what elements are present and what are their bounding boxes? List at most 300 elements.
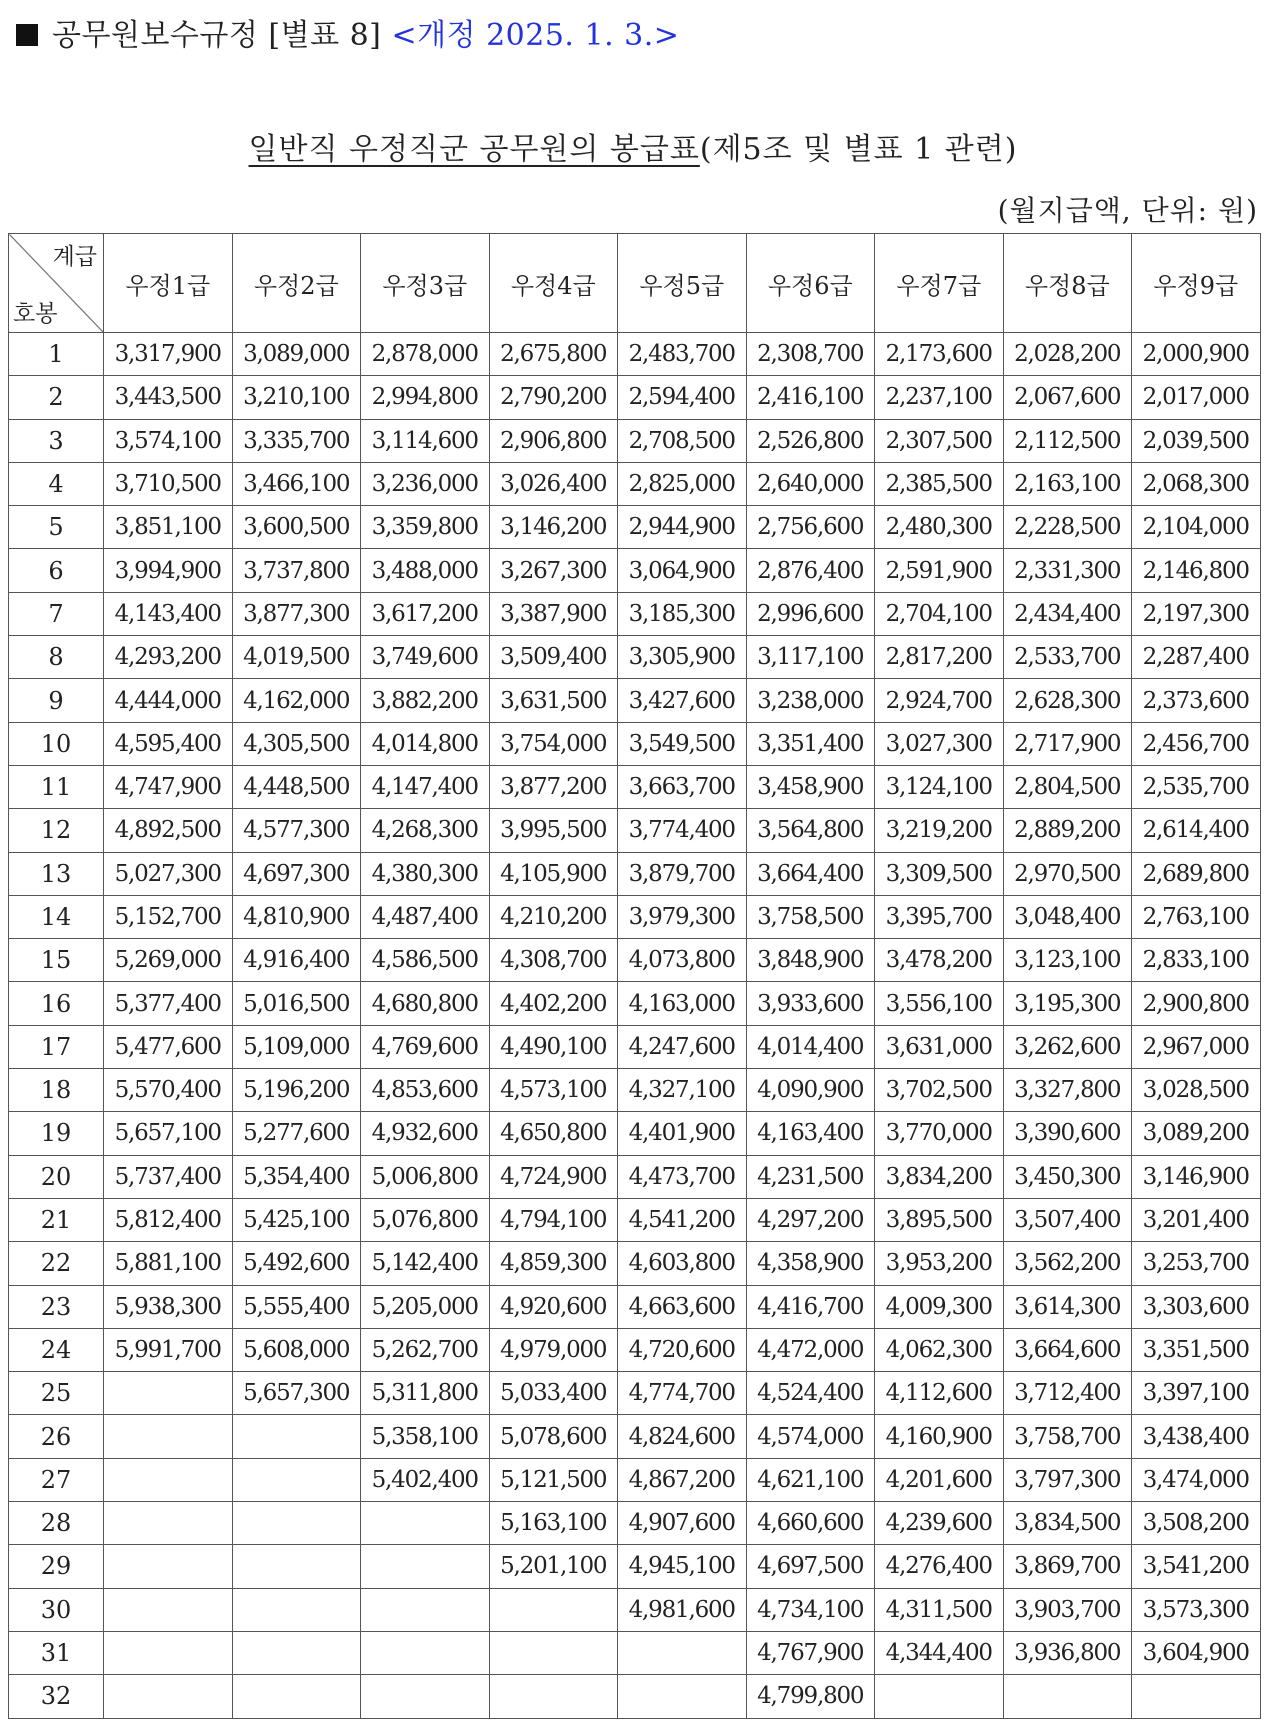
table-row bbox=[9, 765, 1261, 808]
salary-cell bbox=[232, 1588, 361, 1631]
salary-cell bbox=[104, 1588, 233, 1631]
salary-cell: 3,758,700 bbox=[1003, 1415, 1132, 1458]
salary-cell: 4,573,100 bbox=[489, 1069, 618, 1112]
step-number-cell: 19 bbox=[9, 1112, 104, 1155]
salary-cell bbox=[104, 1458, 233, 1501]
salary-cell: 3,933,600 bbox=[746, 982, 875, 1025]
salary-cell: 4,472,000 bbox=[746, 1328, 875, 1371]
salary-cell: 3,664,600 bbox=[1003, 1328, 1132, 1371]
salary-cell: 2,385,500 bbox=[875, 462, 1004, 505]
salary-cell: 4,932,600 bbox=[361, 1112, 490, 1155]
salary-cell: 5,477,600 bbox=[104, 1025, 233, 1068]
salary-cell: 3,754,000 bbox=[489, 722, 618, 765]
salary-cell: 5,657,100 bbox=[104, 1112, 233, 1155]
salary-cell: 2,804,500 bbox=[1003, 765, 1132, 808]
salary-cell: 4,163,000 bbox=[618, 982, 747, 1025]
salary-cell: 5,076,800 bbox=[361, 1198, 490, 1241]
salary-cell: 5,269,000 bbox=[104, 939, 233, 982]
salary-cell: 2,876,400 bbox=[746, 549, 875, 592]
salary-cell: 3,048,400 bbox=[1003, 895, 1132, 938]
salary-cell: 4,892,500 bbox=[104, 809, 233, 852]
salary-cell: 5,425,100 bbox=[232, 1198, 361, 1241]
salary-cell: 2,307,500 bbox=[875, 419, 1004, 462]
table-row bbox=[9, 1631, 1261, 1674]
salary-cell: 5,657,300 bbox=[232, 1372, 361, 1415]
salary-cell: 2,763,100 bbox=[1132, 895, 1261, 938]
salary-cell: 3,488,000 bbox=[361, 549, 490, 592]
salary-cell: 4,767,900 bbox=[746, 1631, 875, 1674]
salary-cell: 2,825,000 bbox=[618, 462, 747, 505]
salary-cell: 3,574,100 bbox=[104, 419, 233, 462]
table-row bbox=[9, 1112, 1261, 1155]
salary-table-body bbox=[9, 333, 1261, 1719]
salary-cell: 4,720,600 bbox=[618, 1328, 747, 1371]
table-row bbox=[9, 1025, 1261, 1068]
salary-cell: 3,458,900 bbox=[746, 765, 875, 808]
salary-cell: 2,535,700 bbox=[1132, 765, 1261, 808]
salary-cell: 3,903,700 bbox=[1003, 1588, 1132, 1631]
step-number-cell: 21 bbox=[9, 1198, 104, 1241]
salary-cell: 3,879,700 bbox=[618, 852, 747, 895]
salary-cell bbox=[618, 1631, 747, 1674]
salary-cell: 3,848,900 bbox=[746, 939, 875, 982]
step-number-cell: 6 bbox=[9, 549, 104, 592]
step-number-cell: 28 bbox=[9, 1502, 104, 1545]
salary-cell: 5,078,600 bbox=[489, 1415, 618, 1458]
salary-cell: 4,293,200 bbox=[104, 636, 233, 679]
table-title-suffix: (제5조 및 별표 1 관련) bbox=[699, 132, 1018, 167]
salary-cell: 3,146,200 bbox=[489, 506, 618, 549]
column-header-grade-3: 우정3급 bbox=[361, 234, 490, 333]
salary-cell bbox=[104, 1675, 233, 1718]
column-header-grade-9: 우정9급 bbox=[1132, 234, 1261, 333]
salary-cell: 4,490,100 bbox=[489, 1025, 618, 1068]
column-header-grade-2: 우정2급 bbox=[232, 234, 361, 333]
salary-cell: 4,945,100 bbox=[618, 1545, 747, 1588]
salary-cell: 2,416,100 bbox=[746, 376, 875, 419]
salary-cell: 5,163,100 bbox=[489, 1502, 618, 1545]
salary-cell: 3,869,700 bbox=[1003, 1545, 1132, 1588]
salary-cell: 4,297,200 bbox=[746, 1198, 875, 1241]
table-row bbox=[9, 419, 1261, 462]
salary-cell: 3,114,600 bbox=[361, 419, 490, 462]
salary-cell: 5,033,400 bbox=[489, 1372, 618, 1415]
salary-cell: 5,608,000 bbox=[232, 1328, 361, 1371]
salary-cell: 4,090,900 bbox=[746, 1069, 875, 1112]
salary-cell bbox=[489, 1588, 618, 1631]
salary-cell: 5,377,400 bbox=[104, 982, 233, 1025]
salary-cell: 3,305,900 bbox=[618, 636, 747, 679]
salary-cell: 4,981,600 bbox=[618, 1588, 747, 1631]
salary-cell: 4,799,800 bbox=[746, 1675, 875, 1718]
document-heading bbox=[16, 14, 679, 58]
salary-cell: 4,524,400 bbox=[746, 1372, 875, 1415]
column-header-grade-5: 우정5급 bbox=[618, 234, 747, 333]
salary-cell: 2,146,800 bbox=[1132, 549, 1261, 592]
salary-cell: 3,201,400 bbox=[1132, 1198, 1261, 1241]
salary-cell: 2,833,100 bbox=[1132, 939, 1261, 982]
salary-cell: 4,577,300 bbox=[232, 809, 361, 852]
salary-cell bbox=[104, 1415, 233, 1458]
salary-cell: 4,867,200 bbox=[618, 1458, 747, 1501]
salary-cell bbox=[361, 1588, 490, 1631]
salary-cell: 3,617,200 bbox=[361, 592, 490, 635]
salary-cell: 3,834,200 bbox=[875, 1155, 1004, 1198]
salary-cell: 4,916,400 bbox=[232, 939, 361, 982]
salary-cell: 2,717,900 bbox=[1003, 722, 1132, 765]
salary-cell: 2,039,500 bbox=[1132, 419, 1261, 462]
salary-cell: 5,006,800 bbox=[361, 1155, 490, 1198]
table-title bbox=[0, 128, 1266, 172]
step-number-cell: 4 bbox=[9, 462, 104, 505]
salary-cell: 3,210,100 bbox=[232, 376, 361, 419]
salary-cell: 5,311,800 bbox=[361, 1372, 490, 1415]
salary-cell: 5,881,100 bbox=[104, 1242, 233, 1285]
step-number-cell: 11 bbox=[9, 765, 104, 808]
salary-cell bbox=[618, 1675, 747, 1718]
unit-note: (월지급액, 단위: 원) bbox=[997, 194, 1258, 227]
salary-cell: 4,014,800 bbox=[361, 722, 490, 765]
salary-cell: 3,474,000 bbox=[1132, 1458, 1261, 1501]
salary-cell: 4,402,200 bbox=[489, 982, 618, 1025]
step-number-cell: 22 bbox=[9, 1242, 104, 1285]
salary-cell: 5,938,300 bbox=[104, 1285, 233, 1328]
salary-cell: 4,650,800 bbox=[489, 1112, 618, 1155]
salary-cell: 4,603,800 bbox=[618, 1242, 747, 1285]
salary-cell: 3,026,400 bbox=[489, 462, 618, 505]
salary-cell: 4,344,400 bbox=[875, 1631, 1004, 1674]
salary-cell: 2,197,300 bbox=[1132, 592, 1261, 635]
salary-cell: 2,640,000 bbox=[746, 462, 875, 505]
salary-cell: 4,311,500 bbox=[875, 1588, 1004, 1631]
column-header-grade-8: 우정8급 bbox=[1003, 234, 1132, 333]
salary-cell: 5,016,500 bbox=[232, 982, 361, 1025]
salary-cell: 4,769,600 bbox=[361, 1025, 490, 1068]
salary-cell: 3,749,600 bbox=[361, 636, 490, 679]
step-number-cell: 29 bbox=[9, 1545, 104, 1588]
salary-cell: 5,142,400 bbox=[361, 1242, 490, 1285]
salary-cell: 2,591,900 bbox=[875, 549, 1004, 592]
table-title-main: 일반직 우정직군 공무원의 봉급표 bbox=[248, 132, 700, 167]
salary-cell: 4,697,500 bbox=[746, 1545, 875, 1588]
salary-cell: 3,509,400 bbox=[489, 636, 618, 679]
salary-cell: 4,697,300 bbox=[232, 852, 361, 895]
salary-cell: 5,354,400 bbox=[232, 1155, 361, 1198]
salary-cell: 3,089,200 bbox=[1132, 1112, 1261, 1155]
salary-cell: 5,402,400 bbox=[361, 1458, 490, 1501]
salary-cell: 3,124,100 bbox=[875, 765, 1004, 808]
salary-cell: 5,358,100 bbox=[361, 1415, 490, 1458]
salary-cell: 3,631,000 bbox=[875, 1025, 1004, 1068]
salary-cell: 4,239,600 bbox=[875, 1502, 1004, 1545]
heading-text: 공무원보수규정 [별표 8] bbox=[52, 18, 382, 53]
salary-cell: 3,478,200 bbox=[875, 939, 1004, 982]
salary-cell: 2,308,700 bbox=[746, 333, 875, 376]
salary-cell bbox=[104, 1372, 233, 1415]
salary-cell: 2,373,600 bbox=[1132, 679, 1261, 722]
salary-cell: 3,663,700 bbox=[618, 765, 747, 808]
salary-cell: 4,112,600 bbox=[875, 1372, 1004, 1415]
salary-cell: 3,309,500 bbox=[875, 852, 1004, 895]
step-number-cell: 30 bbox=[9, 1588, 104, 1631]
salary-cell: 3,508,200 bbox=[1132, 1502, 1261, 1545]
salary-cell: 4,163,400 bbox=[746, 1112, 875, 1155]
salary-cell: 3,877,300 bbox=[232, 592, 361, 635]
column-header-grade-7: 우정7급 bbox=[875, 234, 1004, 333]
salary-cell: 3,064,900 bbox=[618, 549, 747, 592]
salary-cell: 2,628,300 bbox=[1003, 679, 1132, 722]
table-row bbox=[9, 1588, 1261, 1631]
salary-cell: 3,549,500 bbox=[618, 722, 747, 765]
step-number-cell: 31 bbox=[9, 1631, 104, 1674]
salary-cell: 3,702,500 bbox=[875, 1069, 1004, 1112]
salary-cell: 4,734,100 bbox=[746, 1588, 875, 1631]
salary-cell bbox=[232, 1502, 361, 1545]
step-number-cell: 8 bbox=[9, 636, 104, 679]
salary-cell: 3,882,200 bbox=[361, 679, 490, 722]
salary-cell bbox=[104, 1502, 233, 1545]
step-number-cell: 26 bbox=[9, 1415, 104, 1458]
salary-cell: 2,028,200 bbox=[1003, 333, 1132, 376]
salary-cell: 2,900,800 bbox=[1132, 982, 1261, 1025]
salary-cell: 2,970,500 bbox=[1003, 852, 1132, 895]
salary-cell: 3,262,600 bbox=[1003, 1025, 1132, 1068]
salary-cell: 3,390,600 bbox=[1003, 1112, 1132, 1155]
table-row bbox=[9, 1285, 1261, 1328]
salary-cell: 2,994,800 bbox=[361, 376, 490, 419]
salary-cell: 3,604,900 bbox=[1132, 1631, 1261, 1674]
salary-cell: 4,747,900 bbox=[104, 765, 233, 808]
salary-cell: 4,853,600 bbox=[361, 1069, 490, 1112]
salary-cell: 4,358,900 bbox=[746, 1242, 875, 1285]
salary-cell: 4,009,300 bbox=[875, 1285, 1004, 1328]
salary-cell: 3,027,300 bbox=[875, 722, 1004, 765]
salary-cell: 3,236,000 bbox=[361, 462, 490, 505]
salary-cell: 3,851,100 bbox=[104, 506, 233, 549]
salary-cell: 4,327,100 bbox=[618, 1069, 747, 1112]
table-row bbox=[9, 852, 1261, 895]
table-row bbox=[9, 636, 1261, 679]
salary-cell: 2,480,300 bbox=[875, 506, 1004, 549]
salary-cell: 3,443,500 bbox=[104, 376, 233, 419]
salary-cell: 4,162,000 bbox=[232, 679, 361, 722]
salary-cell: 3,195,300 bbox=[1003, 982, 1132, 1025]
salary-cell: 2,878,000 bbox=[361, 333, 490, 376]
salary-cell: 5,812,400 bbox=[104, 1198, 233, 1241]
step-number-cell: 14 bbox=[9, 895, 104, 938]
salary-cell: 3,564,800 bbox=[746, 809, 875, 852]
salary-cell: 4,268,300 bbox=[361, 809, 490, 852]
table-row bbox=[9, 1242, 1261, 1285]
salary-cell: 3,979,300 bbox=[618, 895, 747, 938]
salary-cell: 3,995,500 bbox=[489, 809, 618, 852]
table-row bbox=[9, 895, 1261, 938]
salary-cell: 3,335,700 bbox=[232, 419, 361, 462]
salary-cell: 3,797,300 bbox=[1003, 1458, 1132, 1501]
salary-cell: 3,541,200 bbox=[1132, 1545, 1261, 1588]
salary-cell: 2,237,100 bbox=[875, 376, 1004, 419]
salary-cell bbox=[1003, 1675, 1132, 1718]
salary-cell: 3,631,500 bbox=[489, 679, 618, 722]
step-number-cell: 16 bbox=[9, 982, 104, 1025]
salary-cell: 5,492,600 bbox=[232, 1242, 361, 1285]
table-row bbox=[9, 592, 1261, 635]
salary-cell: 3,351,500 bbox=[1132, 1328, 1261, 1371]
salary-cell: 5,121,500 bbox=[489, 1458, 618, 1501]
table-row bbox=[9, 939, 1261, 982]
salary-cell: 2,996,600 bbox=[746, 592, 875, 635]
salary-cell: 2,756,600 bbox=[746, 506, 875, 549]
salary-cell: 2,704,100 bbox=[875, 592, 1004, 635]
salary-cell: 5,555,400 bbox=[232, 1285, 361, 1328]
step-axis-label: 호봉 bbox=[13, 301, 58, 327]
salary-cell: 5,991,700 bbox=[104, 1328, 233, 1371]
step-number-cell: 25 bbox=[9, 1372, 104, 1415]
table-row bbox=[9, 1502, 1261, 1545]
salary-cell: 3,562,200 bbox=[1003, 1242, 1132, 1285]
salary-cell: 4,541,200 bbox=[618, 1198, 747, 1241]
salary-cell: 3,573,300 bbox=[1132, 1588, 1261, 1631]
step-number-cell: 32 bbox=[9, 1675, 104, 1718]
header-row bbox=[9, 234, 1261, 333]
table-row bbox=[9, 1545, 1261, 1588]
salary-cell: 2,594,400 bbox=[618, 376, 747, 419]
column-header-grade-1: 우정1급 bbox=[104, 234, 233, 333]
black-square-icon bbox=[16, 24, 38, 46]
salary-cell: 3,877,200 bbox=[489, 765, 618, 808]
table-row bbox=[9, 679, 1261, 722]
salary-cell: 3,397,100 bbox=[1132, 1372, 1261, 1415]
table-row bbox=[9, 1458, 1261, 1501]
salary-cell: 3,895,500 bbox=[875, 1198, 1004, 1241]
salary-cell: 4,380,300 bbox=[361, 852, 490, 895]
salary-cell: 4,231,500 bbox=[746, 1155, 875, 1198]
salary-cell: 3,387,900 bbox=[489, 592, 618, 635]
salary-cell: 3,253,700 bbox=[1132, 1242, 1261, 1285]
salary-cell: 4,401,900 bbox=[618, 1112, 747, 1155]
salary-cell: 3,117,100 bbox=[746, 636, 875, 679]
salary-cell: 5,262,700 bbox=[361, 1328, 490, 1371]
salary-cell: 4,305,500 bbox=[232, 722, 361, 765]
salary-cell bbox=[232, 1631, 361, 1674]
salary-cell: 4,062,300 bbox=[875, 1328, 1004, 1371]
salary-cell: 2,163,100 bbox=[1003, 462, 1132, 505]
salary-cell: 2,675,800 bbox=[489, 333, 618, 376]
salary-cell: 2,112,500 bbox=[1003, 419, 1132, 462]
salary-cell: 5,027,300 bbox=[104, 852, 233, 895]
salary-cell: 5,737,400 bbox=[104, 1155, 233, 1198]
step-number-cell: 12 bbox=[9, 809, 104, 852]
salary-cell: 3,185,300 bbox=[618, 592, 747, 635]
salary-cell: 4,308,700 bbox=[489, 939, 618, 982]
table-row bbox=[9, 333, 1261, 376]
salary-cell bbox=[232, 1675, 361, 1718]
salary-cell: 2,067,600 bbox=[1003, 376, 1132, 419]
salary-cell: 3,774,400 bbox=[618, 809, 747, 852]
salary-cell: 3,146,900 bbox=[1132, 1155, 1261, 1198]
salary-cell: 4,724,900 bbox=[489, 1155, 618, 1198]
step-number-cell: 23 bbox=[9, 1285, 104, 1328]
step-number-cell: 3 bbox=[9, 419, 104, 462]
salary-cell: 4,276,400 bbox=[875, 1545, 1004, 1588]
step-number-cell: 17 bbox=[9, 1025, 104, 1068]
table-row bbox=[9, 1069, 1261, 1112]
salary-cell bbox=[104, 1545, 233, 1588]
step-number-cell: 5 bbox=[9, 506, 104, 549]
salary-cell: 2,533,700 bbox=[1003, 636, 1132, 679]
step-number-cell: 20 bbox=[9, 1155, 104, 1198]
salary-cell: 2,017,000 bbox=[1132, 376, 1261, 419]
salary-cell: 2,708,500 bbox=[618, 419, 747, 462]
salary-cell bbox=[489, 1631, 618, 1674]
salary-cell: 4,444,000 bbox=[104, 679, 233, 722]
salary-cell: 3,466,100 bbox=[232, 462, 361, 505]
salary-cell: 4,247,600 bbox=[618, 1025, 747, 1068]
salary-cell bbox=[104, 1631, 233, 1674]
salary-cell: 4,147,400 bbox=[361, 765, 490, 808]
salary-cell: 4,660,600 bbox=[746, 1502, 875, 1545]
salary-cell: 4,979,000 bbox=[489, 1328, 618, 1371]
salary-cell: 3,438,400 bbox=[1132, 1415, 1261, 1458]
table-row bbox=[9, 1372, 1261, 1415]
step-number-cell: 9 bbox=[9, 679, 104, 722]
salary-cell: 3,359,800 bbox=[361, 506, 490, 549]
salary-cell: 3,219,200 bbox=[875, 809, 1004, 852]
table-row bbox=[9, 462, 1261, 505]
salary-cell: 3,614,300 bbox=[1003, 1285, 1132, 1328]
salary-cell: 5,570,400 bbox=[104, 1069, 233, 1112]
salary-cell: 3,936,800 bbox=[1003, 1631, 1132, 1674]
salary-cell: 4,595,400 bbox=[104, 722, 233, 765]
salary-cell: 2,817,200 bbox=[875, 636, 1004, 679]
salary-cell: 2,906,800 bbox=[489, 419, 618, 462]
salary-cell bbox=[875, 1675, 1004, 1718]
salary-cell: 4,014,400 bbox=[746, 1025, 875, 1068]
salary-cell bbox=[361, 1675, 490, 1718]
salary-cell: 4,920,600 bbox=[489, 1285, 618, 1328]
salary-cell bbox=[361, 1502, 490, 1545]
salary-cell: 3,712,400 bbox=[1003, 1372, 1132, 1415]
salary-cell: 4,774,700 bbox=[618, 1372, 747, 1415]
salary-cell: 4,680,800 bbox=[361, 982, 490, 1025]
table-row bbox=[9, 982, 1261, 1025]
salary-cell: 3,238,000 bbox=[746, 679, 875, 722]
salary-cell: 2,331,300 bbox=[1003, 549, 1132, 592]
salary-cell: 3,664,400 bbox=[746, 852, 875, 895]
table-row bbox=[9, 1155, 1261, 1198]
table-row bbox=[9, 549, 1261, 592]
salary-cell: 4,448,500 bbox=[232, 765, 361, 808]
table-row bbox=[9, 1415, 1261, 1458]
salary-cell: 4,143,400 bbox=[104, 592, 233, 635]
salary-cell bbox=[489, 1675, 618, 1718]
salary-cell: 3,395,700 bbox=[875, 895, 1004, 938]
amendment-date-link[interactable]: <개정 2025. 1. 3.> bbox=[391, 18, 680, 53]
salary-cell: 2,526,800 bbox=[746, 419, 875, 462]
salary-cell: 4,586,500 bbox=[361, 939, 490, 982]
step-number-cell: 7 bbox=[9, 592, 104, 635]
salary-cell: 3,556,100 bbox=[875, 982, 1004, 1025]
salary-cell: 4,794,100 bbox=[489, 1198, 618, 1241]
salary-cell: 4,487,400 bbox=[361, 895, 490, 938]
table-row bbox=[9, 809, 1261, 852]
salary-cell bbox=[1132, 1675, 1261, 1718]
salary-cell: 4,105,900 bbox=[489, 852, 618, 895]
table-row bbox=[9, 376, 1261, 419]
corner-header-cell bbox=[9, 234, 104, 333]
table-row bbox=[9, 1675, 1261, 1718]
salary-cell: 3,450,300 bbox=[1003, 1155, 1132, 1198]
